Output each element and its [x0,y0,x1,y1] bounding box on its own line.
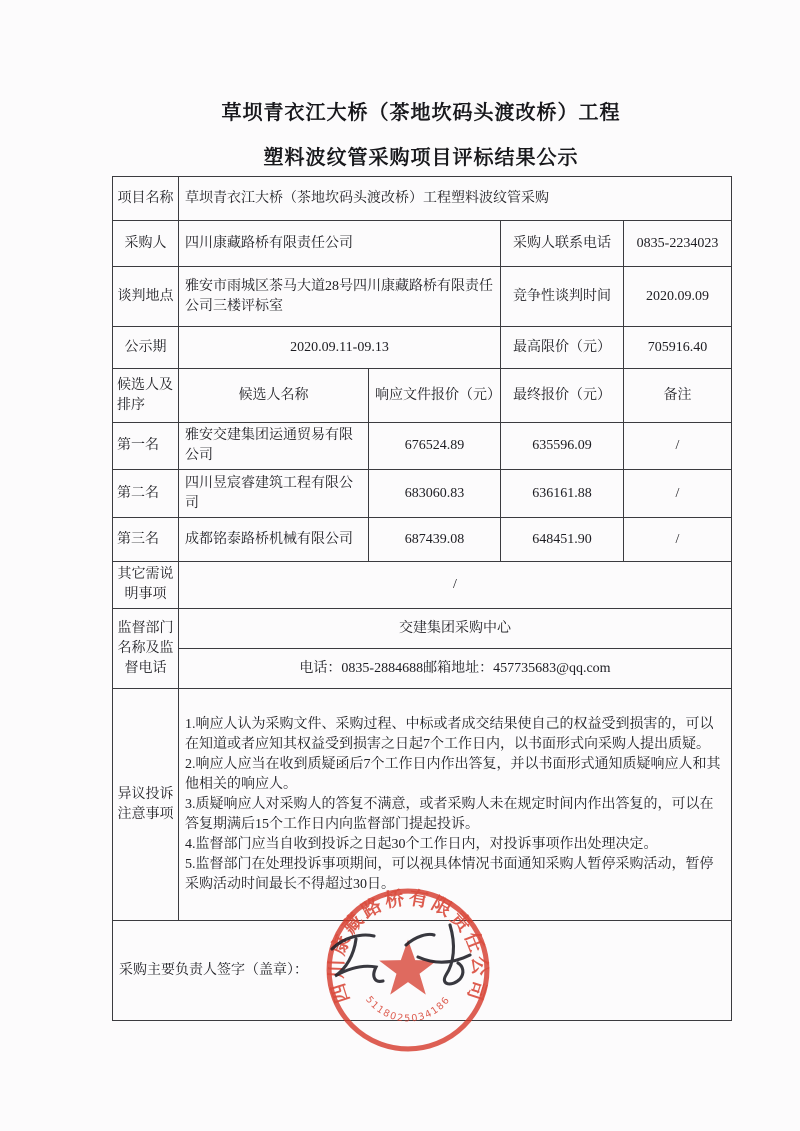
purchaser-phone-label: 采购人联系电话 [501,221,624,267]
candidate-3-name: 成都铭泰路桥机械有限公司 [179,518,369,562]
row-other-notes [113,562,732,609]
objection-item-1: 1.响应人认为采购文件、采购过程、中标或者成交结果使自己的权益受到损害的，可以在知道或者应知其权益受到损害之日起7个工作日内，以书面形式向采购人提出质疑。 [185,716,714,752]
candidate-1-final-price: 635596.09 [501,423,624,470]
negotiation-time-value: 2020.09.09 [624,267,732,327]
candidate-1-remark: / [624,423,732,470]
seal-company-text: 四川康藏路桥有限责任公司 [326,887,490,1006]
row-supervision-name [113,609,732,649]
candidate-1-name: 雅安交建集团运通贸易有限公司 [179,423,369,470]
other-notes-label: 其它需说明事项 [113,562,179,609]
publicity-period-label: 公示期 [113,327,179,369]
purchaser-label: 采购人 [113,221,179,267]
candidate-name-header: 候选人名称 [179,369,369,423]
candidate-1-response-price: 676524.89 [369,423,501,470]
candidate-2-response-price: 683060.83 [369,470,501,518]
negotiation-place-label: 谈判地点 [113,267,179,327]
row-supervision-contact [113,649,732,689]
objection-item-2: 2.响应人应当在收到质疑函后7个工作日内作出答复，并以书面形式通知质疑响应人和其他相关的响应人。 [185,756,721,792]
objection-item-3: 3.质疑响应人对采购人的答复不满意，或者采购人未在规定时间内作出答复的，可以在答复期满后15个工作日内向监督部门提起投诉。 [185,796,714,832]
seal-number-text: 5118025034186 [363,994,453,1025]
candidate-2-remark: / [624,470,732,518]
candidate-3-rank: 第三名 [113,518,179,562]
negotiation-place-value: 雅安市雨城区茶马大道28号四川康藏路桥有限责任公司三楼评标室 [179,267,501,327]
candidate-row-3 [113,518,732,562]
publicity-period-value: 2020.09.11-09.13 [179,327,501,369]
other-notes-value: / [179,562,732,609]
title-line-2: 塑料波纹管采购项目评标结果公示 [263,147,579,169]
row-candidate-header [113,369,732,423]
remark-header: 备注 [624,369,732,423]
candidate-3-final-price: 648451.90 [501,518,624,562]
purchaser-value: 四川康藏路桥有限责任公司 [179,221,501,267]
max-price-value: 705916.40 [624,327,732,369]
objection-label: 异议投诉注意事项 [113,689,179,921]
row-purchaser [113,221,732,267]
handwritten-signature [320,918,492,1004]
candidate-2-name: 四川昱宸睿建筑工程有限公司 [179,470,369,518]
candidate-2-rank: 第二名 [113,470,179,518]
project-name-label: 项目名称 [113,177,179,221]
row-negotiation [113,267,732,327]
candidate-row-1 [113,423,732,470]
candidate-3-remark: / [624,518,732,562]
project-name-value: 草坝青衣江大桥（茶地坎码头渡改桥）工程塑料波纹管采购 [179,177,732,221]
document-title [112,100,730,171]
candidate-2-final-price: 636161.88 [501,470,624,518]
title-line-1: 草坝青衣江大桥（茶地坎码头渡改桥）工程 [221,102,621,124]
candidate-3-response-price: 687439.08 [369,518,501,562]
negotiation-time-label: 竞争性谈判时间 [501,267,624,327]
signature-label: 采购主要负责人签字（盖章）： [119,962,308,978]
objection-item-4: 4.监督部门应当自收到投诉之日起30个工作日内，对投诉事项作出处理决定。 [185,836,658,852]
final-price-header: 最终报价（元） [501,369,624,423]
row-project-name [113,177,732,221]
supervision-department: 交建集团采购中心 [179,609,732,649]
supervision-label: 监督部门名称及监督电话 [113,609,179,689]
supervision-contact: 电话：0835-2884688邮箱地址：457735683@qq.com [179,649,732,689]
candidate-row-2 [113,470,732,518]
candidate-1-rank: 第一名 [113,423,179,470]
purchaser-phone-value: 0835-2234023 [624,221,732,267]
max-price-label: 最高限价（元） [501,327,624,369]
response-price-header: 响应文件报价（元） [369,369,501,423]
row-publicity [113,327,732,369]
objection-item-5: 5.监督部门在处理投诉事项期间，可以视具体情况书面通知采购人暂停采购活动，暂停采购活动时间最长不得超过30日。 [185,856,714,892]
candidate-rank-header: 候选人及排序 [113,369,179,423]
